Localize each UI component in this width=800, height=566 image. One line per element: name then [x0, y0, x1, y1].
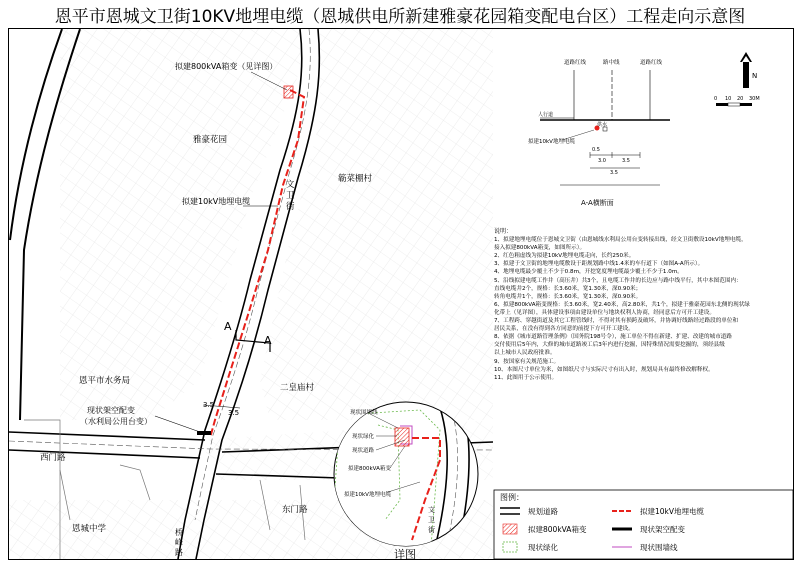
- notes-line: 直线电缆井2个，规格：长3.60米，宽1.30米，深0.90米；: [494, 285, 642, 292]
- notes-line: 1、拟建地埋电缆位于恩城文卫街（由恩城线水利局公用台变转接出线，经文卫街敷设10kV地埋电缆，: [494, 237, 747, 244]
- legend-new-transformer: 拟建800kVA箱变: [528, 525, 587, 534]
- notes-line: 4、地埋电缆最少覆土不少于0.8m，开挖宽度埋电缆最少覆土不少于1.0m。: [494, 269, 683, 276]
- label-wenwei-street: 文卫街: [286, 180, 295, 212]
- xsec-caption: A-A横断面: [581, 199, 614, 207]
- scale-tick-2: 20: [737, 96, 744, 102]
- compass-label: N: [752, 72, 758, 80]
- label-dim-b: 3.5: [228, 409, 240, 417]
- drawing-title: 恩平市恩城文卫街10KV地埋电缆（恩城供电所新建雅豪花园箱变配电台区）工程走向示意图: [54, 7, 746, 27]
- legend-existing-transformer: 现状架空配变: [640, 525, 685, 534]
- label-new-transformer: 拟建800kVA箱变（见详图）: [175, 62, 278, 71]
- scale-tick-3: 30M: [749, 96, 760, 102]
- label-encheng-school: 恩城中学: [72, 524, 107, 534]
- north-arrow: [740, 52, 752, 88]
- xsec-power: 供水: [597, 122, 608, 128]
- label-existing-transformer-sub: （水利局公用台变）: [80, 417, 152, 426]
- legend-existing-green: 现状绿化: [528, 543, 558, 552]
- label-yahao-garden: 雅豪花园: [193, 135, 228, 145]
- notes-line: 5、沿线拟建电缆工作井（高压井）共3个，且电缆工作井的长边应与路中线平行，其中本图范围内：: [494, 277, 742, 284]
- legend-existing-wall: 现状围墙线: [640, 543, 678, 552]
- label-dongmen-road: 东门路: [282, 505, 308, 515]
- xsec-red-line-right: 道路红线: [640, 60, 663, 66]
- label-ximen-road: 西门路: [40, 453, 66, 463]
- notes-line: 转角电缆井1个，规格：长3.60米，宽1.30米，深0.90米。: [494, 293, 642, 300]
- scale-tick-0: 0: [714, 96, 718, 102]
- legend-new-cable: 拟建10kV地埋电缆: [640, 507, 705, 516]
- notes-line: 交付使用后5年内，大修的城市道路竣工后3年内进行挖掘，因特殊情况需要挖掘的，须经县级: [494, 342, 725, 349]
- notes-line: 2、红色粗虚线为拟建10kV地埋电缆走向，长约250米。: [494, 253, 635, 260]
- label-section-a-left: A: [224, 320, 232, 333]
- notes-line: 8、依据《城市道路管理条例》（国务院198号令），施工单位不得在新建、扩建、改建的城市道路: [494, 334, 732, 341]
- notes-line: 7、工程跨、穿越街道及其它工程管线时，不得对其有损跨及破坏，并协调好线路经过路段的单位和: [494, 318, 739, 325]
- notes-line: 居民关系，在没有得到各方同意的前提下方可开工建设。: [494, 326, 634, 333]
- detail-street: 文卫街: [428, 506, 435, 534]
- label-jiecai-village: 簕菜棚村: [338, 174, 373, 184]
- xsec-width-total: 3.5: [610, 170, 618, 176]
- label-qiaofeng-road: 桥峰路: [175, 528, 183, 557]
- xsec-dim-2: 3.5: [622, 158, 630, 164]
- label-dim-a: 3.5: [203, 401, 215, 409]
- scale-tick-1: 10: [725, 96, 732, 102]
- notes-line: 以上城市人民政府批准。: [494, 350, 556, 357]
- legend-planned-road: 规划道路: [528, 507, 558, 516]
- notes-line: 接入拟建800kVA箱变，如图所示）。: [494, 245, 586, 252]
- notes-heading: 说明：: [494, 228, 513, 235]
- detail-new-transformer: 拟建800kVA箱变: [348, 466, 391, 472]
- xsec-cable-label: 拟建10kV地埋电缆: [528, 139, 575, 145]
- label-existing-transformer: 现状架空配变: [87, 406, 135, 415]
- xsec-dim-1: 3.0: [598, 158, 606, 164]
- notes-panel: [494, 228, 790, 382]
- xsec-center-line: 路中线: [603, 60, 620, 66]
- label-erhuangmiao-village: 二皇庙村: [280, 383, 315, 393]
- label-section-a-right: A: [264, 334, 272, 347]
- label-water-bureau: 恩平市水务局: [79, 376, 131, 386]
- legend-title: 图例：: [500, 493, 524, 502]
- legend: [494, 490, 790, 560]
- detail-existing-road: 现状道路: [352, 448, 375, 454]
- detail-new-cable: 拟建10kV地埋电缆: [344, 492, 391, 498]
- scale-bar: [716, 103, 752, 106]
- new-transformer-marker: [284, 86, 293, 98]
- label-detail-caption: 详图: [394, 548, 416, 561]
- detail-existing-wall: 现状围墙线: [350, 410, 378, 416]
- notes-line: 11、此图用于公示使用。: [494, 374, 558, 381]
- xsec-red-line-left: 道路红线: [564, 60, 587, 66]
- detail-existing-green: 现状绿化: [352, 434, 375, 440]
- xsec-dim-0: 0.5: [592, 147, 600, 153]
- notes-line: 6、拟建800kVA箱变规格：长3.60米，宽2.40米，高2.80米，共1个，拟建于雅豪花园东北侧的现状绿: [494, 301, 750, 308]
- notes-line: 化带上（见详图），具体建设事项由建设单位与地块权利人协商，经同意后方可开工建设。: [494, 309, 715, 316]
- notes-line: 10、本图尺寸单位为米，如图纸尺寸与实际尺寸有出入时，规划局具有最终修改解释权。: [494, 366, 714, 373]
- notes-line: 9、按国家有关规范施工。: [494, 358, 560, 365]
- xsec-sidewalk: 人行道: [538, 112, 554, 118]
- notes-line: 3、拟建于文卫街的地埋电缆敷设于距规划路中线1.4米的车行道下（如图A-A所示）。: [494, 261, 704, 268]
- label-new-cable: 拟建10kV地埋电缆: [182, 197, 251, 206]
